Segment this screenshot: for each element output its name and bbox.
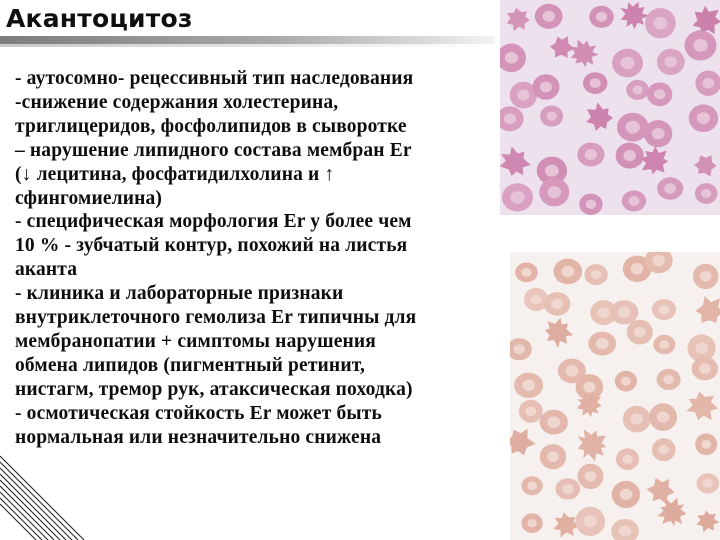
text-line: триглицеридов, фосфолипидов в сыворотке [15, 115, 407, 137]
text-line: сфингомиелина) [15, 187, 163, 209]
cell-central-pallor [621, 377, 631, 386]
cell-central-pallor [630, 414, 643, 425]
cell-central-pallor [566, 365, 579, 376]
cell-central-pallor [531, 295, 542, 305]
body-text [15, 67, 520, 450]
cell-central-pallor [590, 78, 601, 88]
cell-central-pallor [540, 82, 552, 93]
cell-central-pallor [619, 526, 631, 537]
text-line: мембранопатии + симптомы нарушения [15, 330, 376, 352]
text-line: -снижение содержания холестерина, [15, 91, 339, 113]
cell-central-pallor [623, 150, 636, 161]
acanthocyte-cell [550, 36, 575, 58]
cell-central-pallor [701, 189, 711, 198]
cell-central-pallor [525, 407, 536, 417]
cell-central-pallor [652, 255, 665, 266]
cell-central-pallor [657, 412, 670, 423]
cell-central-pallor [652, 128, 665, 139]
acanthocyte-cell [620, 2, 649, 30]
acanthocyte-cell [640, 146, 668, 174]
acanthocyte-cell [694, 155, 717, 176]
cell-central-pallor [634, 327, 646, 337]
text-line: обмена липидов (пигментный ретинит, [15, 354, 365, 376]
cell-central-pallor [664, 183, 676, 194]
cell-central-pallor [618, 307, 631, 318]
acanthocyte-cell [571, 39, 599, 67]
cell-central-pallor [545, 165, 559, 177]
micrograph-top-svg [500, 0, 720, 215]
cell-central-pallor [551, 299, 563, 310]
cell-central-pallor [561, 266, 574, 277]
cell-central-pallor [548, 186, 562, 198]
acanthocyte-cell [686, 392, 718, 420]
cell-central-pallor [521, 268, 531, 277]
text-line: – нарушение липидного состава мембран Er [15, 139, 412, 161]
text-line: нормальная или незначительно снижена [15, 426, 382, 448]
cell-central-pallor [620, 489, 633, 500]
cell-central-pallor [621, 57, 635, 69]
text-line: - клиника и лабораторные признаки [15, 283, 344, 305]
cell-central-pallor [703, 479, 713, 488]
cell-central-pallor [654, 17, 668, 29]
acanthocyte-cell [578, 429, 607, 461]
cell-central-pallor [665, 56, 677, 67]
acanthocytes-micrograph-bottom [510, 252, 720, 540]
micrograph-bottom-svg [510, 252, 720, 540]
cell-central-pallor [697, 112, 710, 124]
cell-central-pallor [663, 375, 674, 385]
cell-central-pallor [585, 149, 597, 160]
cell-central-pallor [659, 305, 670, 315]
acanthocyte-cell [646, 478, 674, 504]
text-line: - специфическая морфология Er у более чем [15, 211, 412, 233]
cell-central-pallor [631, 263, 644, 274]
cell-central-pallor [596, 12, 607, 22]
cell-central-pallor [633, 85, 643, 94]
cell-central-pallor [527, 519, 537, 527]
cell-central-pallor [658, 445, 669, 454]
cell-central-pallor [693, 39, 707, 52]
cell-central-pallor [598, 307, 610, 318]
cell-central-pallor [591, 270, 602, 279]
text-line: внутриклеточного гемолиза Er типичны для [15, 307, 417, 329]
acanthocyte-cell [695, 296, 720, 323]
acanthocyte-cell [696, 511, 719, 533]
cell-central-pallor [585, 471, 597, 481]
cell-central-pallor [547, 451, 559, 462]
cell-central-pallor [596, 338, 609, 349]
acanthocyte-cell [507, 8, 530, 32]
corner-decoration [0, 450, 90, 540]
cell-central-pallor [654, 89, 665, 99]
text-line: (↓ лецитина, фосфатидилхолина и ↑ [15, 163, 335, 185]
text-line: 10 % - зубчатый контур, похожий на листья [15, 235, 408, 257]
cell-central-pallor [622, 455, 632, 464]
cell-central-pallor [659, 340, 669, 349]
cell-central-pallor [584, 515, 597, 527]
acanthocyte-cell [657, 498, 686, 526]
text-line: аканта [15, 259, 78, 281]
cell-central-pallor [547, 417, 560, 428]
cell-central-pallor [626, 121, 640, 134]
acanthocytes-micrograph-top [500, 0, 720, 215]
acanthocyte-cell [545, 318, 573, 348]
cell-central-pallor [542, 11, 555, 22]
cell-central-pallor [586, 200, 597, 209]
title-underline-highlight [0, 44, 495, 47]
text-line: - осмотическая стойкость Er может быть [15, 402, 382, 424]
cell-central-pallor [505, 52, 518, 64]
acanthocyte-cell [693, 6, 720, 35]
cell-central-pallor [629, 196, 640, 206]
slide-title: Акантоцитоз [6, 4, 193, 33]
cell-central-pallor [546, 112, 556, 121]
text-line: - аутосомно- рецессивный тип наследования [15, 68, 414, 89]
cell-central-pallor [583, 382, 595, 393]
acanthocyte-cell [586, 102, 613, 131]
cell-central-pallor [695, 343, 708, 354]
cell-central-pallor [699, 363, 711, 374]
cell-central-pallor [527, 482, 537, 491]
cell-central-pallor [701, 440, 711, 449]
cell-central-pallor [562, 484, 573, 494]
cell-central-pallor [700, 271, 711, 281]
cell-central-pallor [703, 78, 715, 88]
cell-central-pallor [522, 380, 535, 392]
text-line: нистагм, тремор рук, атаксическая походка) [15, 378, 413, 400]
